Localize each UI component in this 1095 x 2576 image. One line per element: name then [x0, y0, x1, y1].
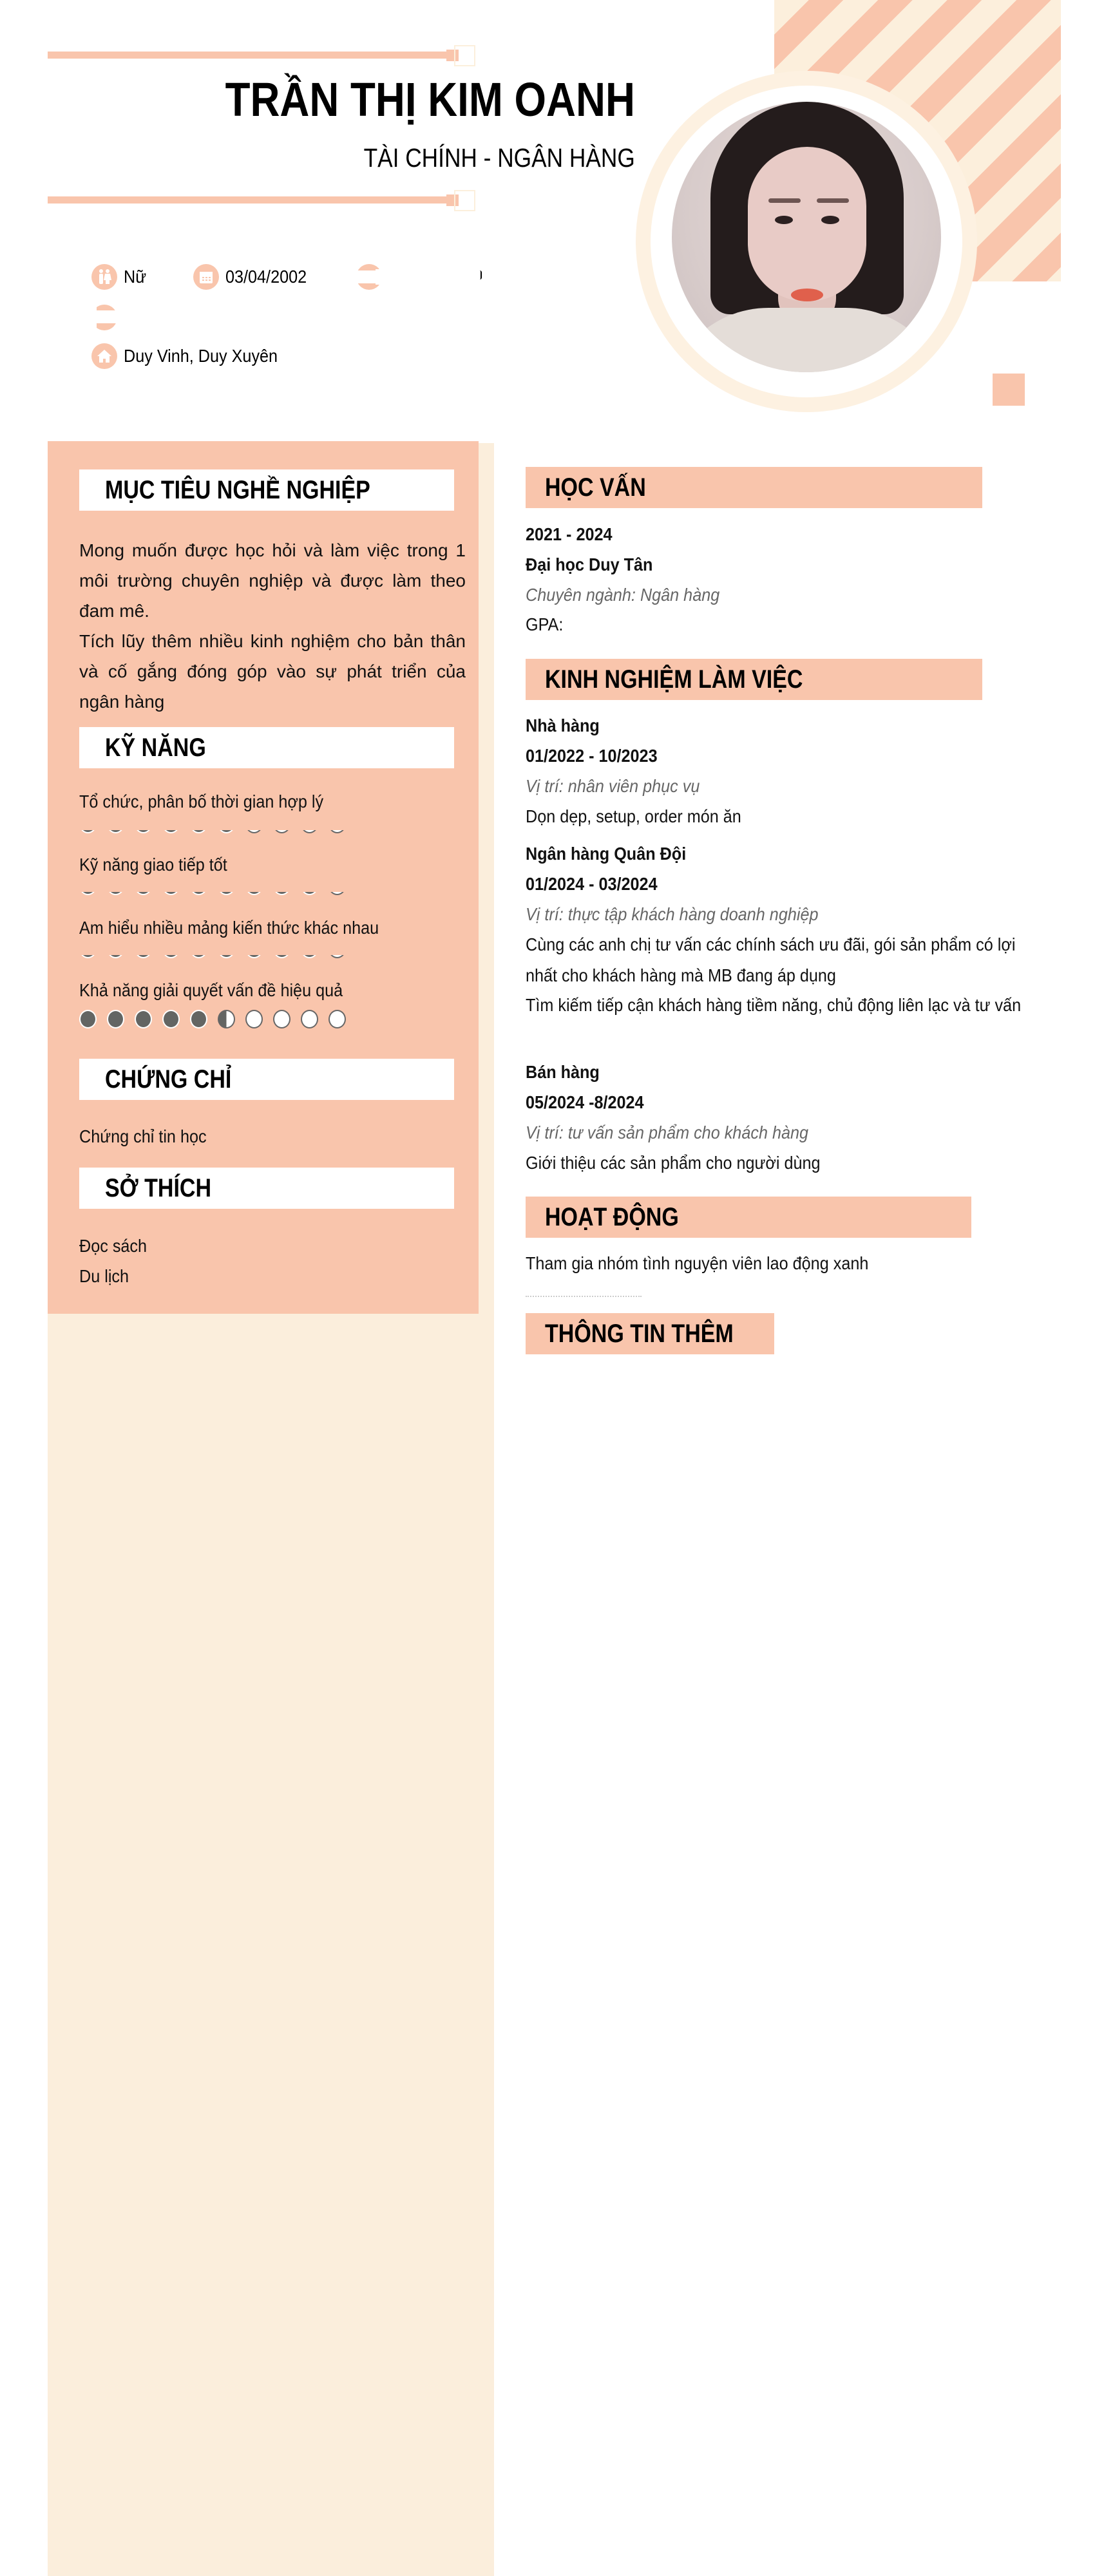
education-school: Đại học Duy Tân	[526, 554, 653, 574]
candidate-name: TRẦN THỊ KIM OANH	[225, 73, 635, 126]
contact-gender	[91, 264, 149, 290]
contact-address	[91, 343, 295, 369]
job-position: Vị trí: tư vấn sản phẩm cho khách hàng	[526, 1122, 809, 1142]
certificate-item: Chứng chỉ tin học	[79, 1126, 207, 1146]
education-major: Chuyên ngành: Ngân hàng	[526, 585, 720, 605]
job-detail: Cùng các anh chị tư vấn các chính sách ưu đãi, gói sản phẩm có lợi nhất cho khách hàng mà MB đang áp dụng	[526, 934, 1016, 985]
rating-dot-filled	[107, 1010, 124, 1028]
skill-name: Khả năng giải quyết vấn đề hiệu quả	[79, 980, 343, 1000]
job-period: 01/2022 - 10/2023	[526, 746, 658, 766]
rating-dot-filled	[135, 1010, 152, 1028]
hobby-item: Đọc sách	[79, 1236, 148, 1256]
job-position: Vị trí: thực tập khách hàng doanh nghiệp	[526, 904, 819, 924]
decor-line-top	[48, 52, 447, 59]
skill-rating	[79, 1010, 363, 1030]
rating-dot-empty	[301, 1010, 318, 1028]
job-period: 01/2024 - 03/2024	[526, 874, 658, 894]
decor-line-bottom	[48, 196, 447, 204]
left-panel	[48, 441, 479, 1314]
redaction-email-edge	[91, 305, 97, 330]
education-gpa: GPA:	[526, 614, 564, 634]
decor-line-bottom-box	[454, 190, 475, 211]
gender-icon	[91, 264, 117, 290]
activity-item: Tham gia nhóm tình nguyện viên lao động xanh	[526, 1253, 869, 1273]
address-value: Duy Vinh, Duy Xuyên	[124, 346, 278, 366]
decor-square	[993, 374, 1025, 406]
job-company: Nhà hàng	[526, 715, 600, 735]
job-detail: Dọn dẹp, setup, order món ăn	[526, 806, 741, 826]
calendar-icon	[193, 264, 219, 290]
section-heading-education: HỌC VẤN	[526, 467, 982, 508]
objective-paragraph-1: Mong muốn được học hỏi và làm việc trong 1 môi trường chuyên nghiệp và được làm theo đam mê.	[79, 540, 466, 621]
candidate-title: TÀI CHÍNH - NGÂN HÀNG	[363, 143, 635, 173]
section-heading-objective: MỤC TIÊU NGHỀ NGHIỆP	[79, 469, 454, 511]
gender-value: Nữ	[124, 267, 147, 287]
skill-rating	[79, 955, 363, 959]
objective-paragraph-2: Tích lũy thêm nhiều kinh nghiệm cho bản thân và cố gắng đóng góp vào sự phát triển của ngân hàng	[79, 631, 466, 712]
skill-name: Am hiểu nhiều mảng kiến thức khác nhau	[79, 918, 379, 938]
skill-name: Kỹ năng giao tiếp tốt	[79, 855, 227, 875]
hobby-item: Du lịch	[79, 1266, 129, 1286]
job-company: Ngân hàng Quân Đội	[526, 844, 687, 864]
job-detail: Tìm kiếm tiếp cận khách hàng tiềm năng, chủ động liên lạc và tư vấn	[526, 995, 1022, 1015]
section-heading-experience: KINH NGHIỆM LÀM VIỆC	[526, 659, 982, 700]
skill-rating	[79, 892, 363, 896]
section-heading-skills: KỸ NĂNG	[79, 727, 454, 768]
section-heading-more-info: THÔNG TIN THÊM	[526, 1313, 774, 1354]
job-detail: Giới thiệu các sản phẩm cho người dùng	[526, 1153, 821, 1173]
rating-dot-filled	[190, 1010, 207, 1028]
rating-dot-half	[218, 1010, 235, 1028]
section-heading-certificates: CHỨNG CHỈ	[79, 1059, 454, 1100]
section-heading-hobbies: SỞ THÍCH	[79, 1168, 454, 1209]
rating-dot-empty	[273, 1010, 290, 1028]
avatar-photo	[672, 102, 941, 372]
rating-dot-empty	[328, 1010, 346, 1028]
dob-value: 03/04/2002	[225, 267, 307, 287]
job-period: 05/2024 -8/2024	[526, 1092, 644, 1112]
redaction-phone	[376, 269, 485, 285]
home-icon	[91, 343, 117, 369]
education-period: 2021 - 2024	[526, 524, 613, 544]
section-heading-activities: HOẠT ĐỘNG	[526, 1197, 971, 1238]
skill-name: Tổ chức, phân bố thời gian hợp lý	[79, 791, 324, 811]
rating-dot-filled	[162, 1010, 180, 1028]
job-position: Vị trí: nhân viên phục vụ	[526, 776, 700, 796]
rating-dot-filled	[79, 1010, 97, 1028]
job-company: Bán hàng	[526, 1062, 600, 1082]
decor-line-top-box	[454, 45, 475, 66]
contact-dob	[193, 264, 316, 290]
phone-text-fragment	[480, 270, 482, 279]
activity-item-clipped	[526, 1292, 719, 1297]
skill-rating	[79, 830, 363, 834]
redaction-phone-icon	[356, 270, 385, 283]
rating-dot-empty	[245, 1010, 263, 1028]
